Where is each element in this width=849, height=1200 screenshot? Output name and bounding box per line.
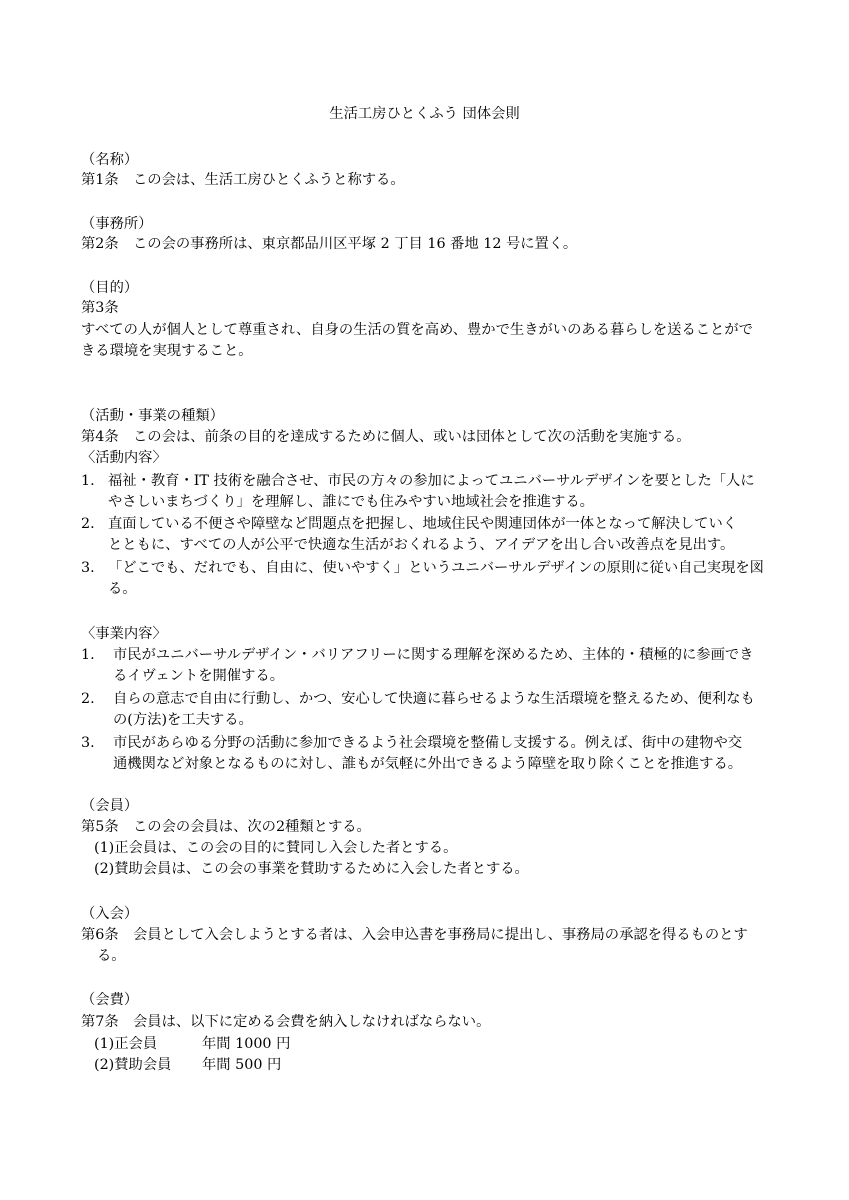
project-line: 自らの意志で自由に行動し、かつ、安心して快適に暮らせるような生活環境を整えるため、便利なも <box>113 691 755 707</box>
article-6-line: る。 <box>97 948 126 964</box>
document-title: 生活工房ひとくふう 団体会則 <box>329 106 520 122</box>
activity-line: とともに、すべての人が公平で快適な生活がおくれるよう、アイデアを出し合い改善点を見出す。 <box>108 537 735 553</box>
member-type-item: (1)正会員は、この会の目的に賛同し入会した者とする。 <box>94 840 458 856</box>
article-1-text: 第1条 この会は、生活工房ひとくふうと称する。 <box>81 172 405 188</box>
project-number: 3. <box>81 735 95 751</box>
article-5-heading: （会員） <box>81 798 139 814</box>
article-4-text: 第4条 この会は、前条の目的を達成するために個人、或いは団体として次の活動を実施する。 <box>81 429 691 445</box>
article-6-line: 第6条 会員として入会しようとする者は、入会申込書を事務局に提出し、事務局の承認を得るものとす <box>81 927 748 943</box>
article-3-label: 第3条 <box>81 300 119 316</box>
activity-line: る。 <box>108 581 137 597</box>
article-3-line: きる環境を実現すること。 <box>81 343 253 359</box>
article-4-heading: （活動・事業の種類） <box>81 408 224 424</box>
project-line: 市民があらゆる分野の活動に参加できるよう社会環境を整備し支援する。例えば、街中の建物や交 <box>113 735 743 751</box>
project-line: 通機関など対象となるものに対し、誰もが気軽に外出できるよう障壁を取り除くことを推進する。 <box>113 756 743 772</box>
activity-line: 「どこでも、だれでも、自由に、使いやすく」というユニバーサルデザインの原則に従い自己実現を図 <box>108 560 764 576</box>
activity-number: 1. <box>81 473 95 489</box>
activity-line: 直面している不便さや障壁など問題点を把握し、地域住民や関連団体が一体となって解決していく <box>108 516 738 532</box>
fee-amount: 年間 1000 円 <box>202 1036 291 1052</box>
activity-line: 福祉・教育・IT 技術を融合させ、市民の方々の参加によってユニバーサルデザインを要とした「人に <box>108 473 755 489</box>
member-type-item: (2)賛助会員は、この会の事業を賛助するために入会した者とする。 <box>94 861 529 877</box>
projects-heading: 〈事業内容〉 <box>81 626 167 642</box>
article-7-heading: （会費） <box>81 992 139 1008</box>
project-number: 1. <box>81 647 95 663</box>
article-2-text: 第2条 この会の事務所は、東京都品川区平塚 2 丁目 16 番地 12 号に置く。 <box>81 236 578 252</box>
activities-heading: 〈活動内容〉 <box>81 450 167 466</box>
fee-member-type: (2)賛助会員 <box>94 1057 172 1073</box>
fee-amount: 年間 500 円 <box>202 1057 282 1073</box>
activity-number: 3. <box>81 560 95 576</box>
project-number: 2. <box>81 691 95 707</box>
project-line: 市民がユニバーサルデザイン・バリアフリーに関する理解を深めるため、主体的・積極的に参画でき <box>113 647 754 663</box>
article-6-heading: （入会） <box>81 906 139 922</box>
project-line: の(方法)を工夫する。 <box>113 712 253 728</box>
article-2-heading: （事務所） <box>81 216 153 232</box>
article-1-heading: （名称） <box>81 152 139 168</box>
project-line: るイヴェントを開催する。 <box>113 668 284 684</box>
article-7-text: 第7条 会員は、以下に定める会費を納入しなければならない。 <box>81 1014 491 1030</box>
article-3-line: すべての人が個人として尊重され、自身の生活の質を高め、豊かで生きがいのある暮らしを送ることがで <box>81 322 753 338</box>
activity-number: 2. <box>81 516 95 532</box>
article-3-heading: （目的） <box>81 280 139 296</box>
fee-member-type: (1)正会員 <box>94 1036 158 1052</box>
activity-line: やさしいまちづくり」を理解し、誰にでも住みやすい地域社会を推進する。 <box>108 494 594 510</box>
article-5-text: 第5条 この会の会員は、次の2種類とする。 <box>81 819 371 835</box>
